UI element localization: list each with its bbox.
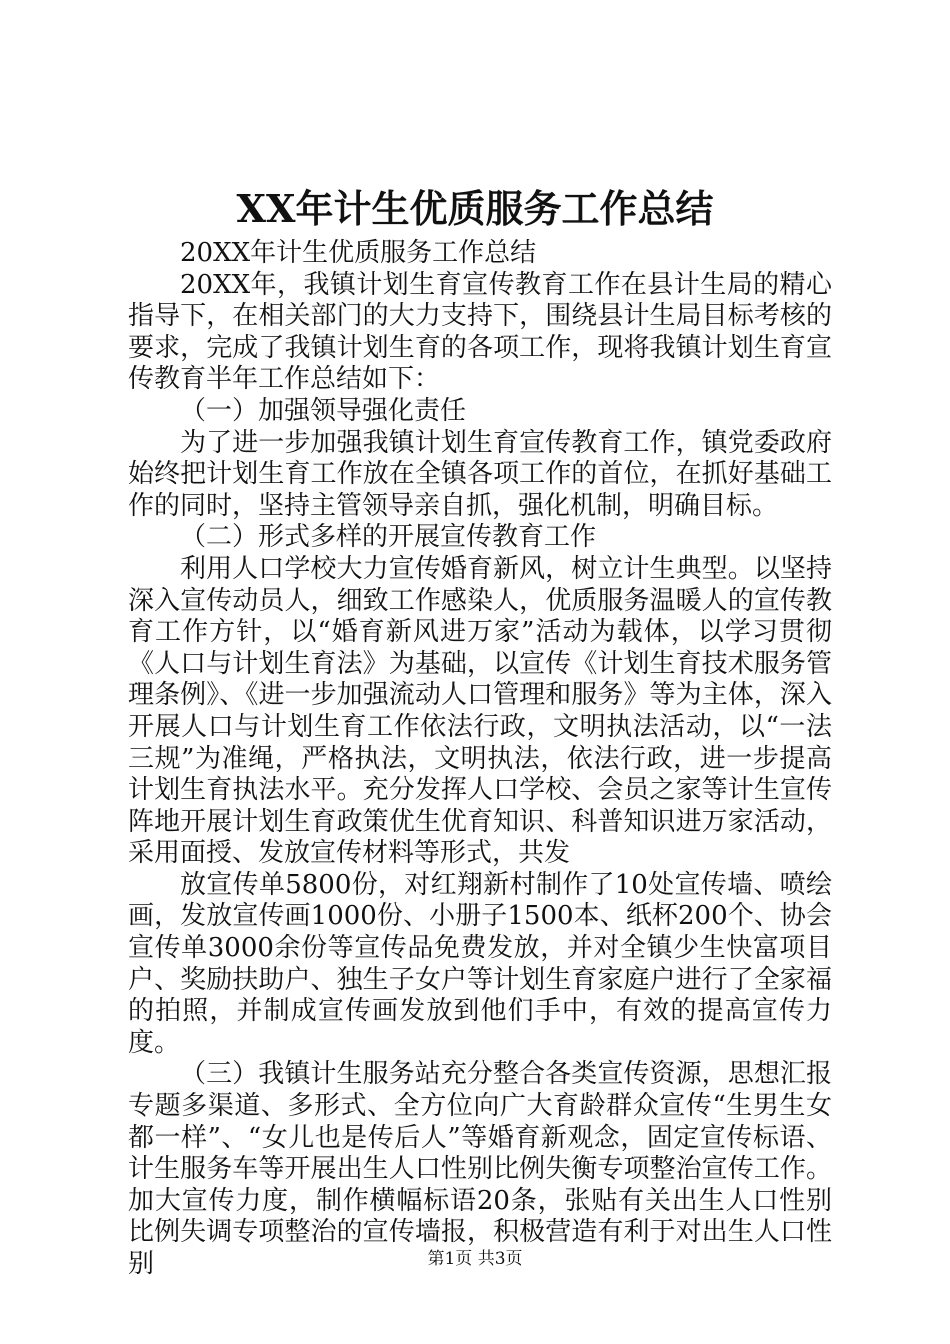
section-heading-2: （二）形式多样的开展宣传教育工作 [180,522,597,553]
page-number-footer: 第1页 共3页 [427,1249,523,1269]
document-title: XX年计生优质服务工作总结 [236,186,714,231]
paragraph-section-3: （三）我镇计生服务站充分整合各类宣传资源，思想汇报专题多渠道、多形式、全方位向广大育龄群众宣传“生男生女都一样”、“女儿也是传后人”等婚育新观念，固定宣传标语、计生服务车等开展出生人口性别比例失衡专项整治宣传工作。加大宣传力度，制作横幅标语20条，张贴有关出生人口性别比例失调专项整治的宣传墙报，积极营造有利于对出生人口性别 [128,1059,832,1279]
paragraph-intro: 20XX年，我镇计划生育宣传教育工作在县计生局的精心指导下，在相关部门的大力支持下，围绕县计生局目标考核的要求，完成了我镇计划生育的各项工作，现将我镇计划生育宣传教育半年工作总结如下： [128,269,832,395]
document-body [128,238,832,1281]
paragraph-subtitle: 20XX年计生优质服务工作总结 [180,238,537,268]
paragraph-section-2a: 利用人口学校大力宣传婚育新风，树立计生典型。以坚持深入宣传动员人，细致工作感染人，优质服务温暖人的宣传教育工作方针，以“婚育新风进万家”活动为载体，以学习贯彻《人口与计划生育法》为基础，以宣传《计划生育技术服务管理条例》、《进一步加强流动人口管理和服务》等为主体，深入开展人口与计划生育工作依法行政，文明执法活动，以“一法三规”为准绳，严格执法，文明执法，依法行政，进一步提高计划生育执法水平。充分发挥人口学校、会员之家等计生宣传阵地开展计划生育政策优生优育知识、科普知识进万家活动，采用面授、发放宣传材料等形式，共发 [128,553,832,869]
section-heading-1: （一）加强领导强化责任 [180,395,467,426]
paragraph-section-2b: 放宣传单5800份，对红翔新村制作了10处宣传墙、喷绘画，发放宣传画1000份、小册子1500本、纸杯200个、协会宣传单3000余份等宣传品免费发放，并对全镇少生快富项目户、奖励扶助户、独生子女户等计划生育家庭户进行了全家福的拍照，并制成宣传画发放到他们手中，有效的提高宣传力度。 [128,869,832,1058]
paragraph-section-1: 为了进一步加强我镇计划生育宣传教育工作，镇党委政府始终把计划生育工作放在全镇各项工作的首位，在抓好基础工作的同时，坚持主管领导亲自抓，强化机制，明确目标。 [128,427,832,521]
